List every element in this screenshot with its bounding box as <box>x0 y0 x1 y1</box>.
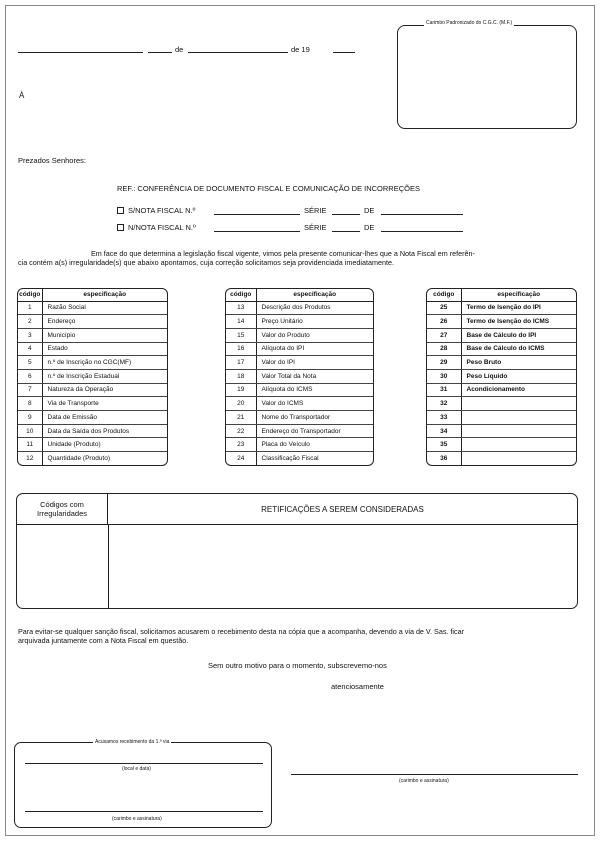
code-cell: 34 <box>427 424 461 438</box>
intro-line-1: Em face do que determina a legislação fiscal vigente, vimos pela presente comunicar-lhes que a Nota Fiscal em referên- <box>91 249 475 258</box>
spec-cell: Valor do ICMS <box>256 397 373 411</box>
table-row <box>226 383 373 397</box>
closing-line-4: atenciosamente <box>331 682 384 691</box>
table-row <box>226 315 373 329</box>
table-row <box>427 328 576 342</box>
own-invoice-serie-label: SÉRIE <box>304 206 327 215</box>
table-row <box>427 438 576 452</box>
spec-cell: Peso Líquido <box>461 369 576 383</box>
date-de-2: de 19 <box>291 45 310 54</box>
spec-header: especificação <box>256 289 373 301</box>
rectifications-area[interactable] <box>111 527 575 607</box>
spec-cell: Endereço <box>42 315 167 329</box>
sender-signature-line[interactable] <box>291 774 578 775</box>
code-cell: 21 <box>226 411 256 425</box>
reference-title: REF.: CONFERÊNCIA DE DOCUMENTO FISCAL E COMUNICAÇÃO DE INCORREÇÕES <box>117 184 420 193</box>
table-row <box>226 301 373 315</box>
table-row <box>226 397 373 411</box>
code-cell: 10 <box>18 424 42 438</box>
table-row <box>427 315 576 329</box>
spec-cell: n.º de Inscrição no CGC(MF) <box>42 356 167 370</box>
code-cell: 13 <box>226 301 256 315</box>
table-row <box>427 342 576 356</box>
code-cell: 19 <box>226 383 256 397</box>
table-row <box>226 342 373 356</box>
table-row <box>226 438 373 452</box>
table-row <box>427 356 576 370</box>
code-header: código <box>226 289 256 301</box>
spec-header: especificação <box>42 289 167 301</box>
spec-cell: Alíquota do ICMS <box>256 383 373 397</box>
spec-cell: Razão Social <box>42 301 167 315</box>
rectifications-box <box>16 493 578 609</box>
code-cell: 3 <box>18 328 42 342</box>
spec-cell: Placa do Veículo <box>256 438 373 452</box>
spec-cell: Valor Total da Nota <box>256 369 373 383</box>
spec-header: especificação <box>461 289 576 301</box>
spec-cell <box>461 424 576 438</box>
spec-cell <box>461 411 576 425</box>
receipt-signature-line[interactable] <box>25 811 263 812</box>
your-invoice-serie-label: SÉRIE <box>304 223 327 232</box>
spec-cell: Via de Transporte <box>42 397 167 411</box>
table-row <box>427 301 576 315</box>
rectifications-divider <box>108 525 109 608</box>
code-cell: 26 <box>427 315 461 329</box>
table-row <box>18 411 167 425</box>
code-cell: 15 <box>226 328 256 342</box>
date-de-1: de <box>175 45 184 54</box>
code-cell: 35 <box>427 438 461 452</box>
spec-cell: Nome do Transportador <box>256 411 373 425</box>
rectifications-title: RETIFICAÇÕES A SEREM CONSIDERADAS <box>108 494 577 525</box>
code-cell: 27 <box>427 328 461 342</box>
code-cell: 8 <box>18 397 42 411</box>
code-cell: 20 <box>226 397 256 411</box>
code-header: código <box>18 289 42 301</box>
codes-header-line-1: Códigos com <box>40 500 84 509</box>
day-line[interactable] <box>148 52 172 53</box>
your-invoice-number-line[interactable] <box>214 231 300 232</box>
receipt-place-date-line[interactable] <box>25 763 263 764</box>
own-invoice-checkbox[interactable] <box>117 207 124 214</box>
code-cell: 23 <box>226 438 256 452</box>
spec-cell: Valor do Produto <box>256 328 373 342</box>
spec-cell: Alíquota do IPI <box>256 342 373 356</box>
closing-line-2: arquivada juntamente com a Nota Fiscal em questão. <box>18 636 189 645</box>
code-cell: 31 <box>427 383 461 397</box>
code-cell: 18 <box>226 369 256 383</box>
table-row <box>18 369 167 383</box>
spec-cell: Município <box>42 328 167 342</box>
spec-cell: Valor do IPI <box>256 356 373 370</box>
spec-cell <box>461 438 576 452</box>
code-cell: 24 <box>226 452 256 466</box>
your-invoice-serie-line[interactable] <box>332 231 360 232</box>
code-cell: 29 <box>427 356 461 370</box>
code-cell: 17 <box>226 356 256 370</box>
code-cell: 25 <box>427 301 461 315</box>
table-row <box>226 411 373 425</box>
own-invoice-number-line[interactable] <box>214 214 300 215</box>
table-row <box>18 397 167 411</box>
code-cell: 28 <box>427 342 461 356</box>
spec-cell: Data de Emissão <box>42 411 167 425</box>
table-row <box>226 452 373 466</box>
codes-header-line-2: Irregularidades <box>36 509 88 518</box>
table-row <box>226 356 373 370</box>
spec-cell: n.º de Inscrição Estadual <box>42 369 167 383</box>
own-invoice-serie-line[interactable] <box>332 214 360 215</box>
code-cell: 33 <box>427 411 461 425</box>
table-row <box>18 424 167 438</box>
code-cell: 12 <box>18 452 42 466</box>
table-row <box>18 438 167 452</box>
code-cell: 11 <box>18 438 42 452</box>
greeting: Prezados Senhores: <box>18 156 86 165</box>
table-row <box>427 411 576 425</box>
table-row <box>427 452 576 466</box>
spec-cell: Endereço do Transportador <box>256 424 373 438</box>
table-row <box>18 342 167 356</box>
receipt-stamp-signature: (carimbo e assinatura) <box>112 816 162 822</box>
recipient-prefix: À <box>19 91 25 100</box>
spec-cell: Data da Saída dos Produtos <box>42 424 167 438</box>
code-cell: 36 <box>427 452 461 466</box>
table-row <box>18 328 167 342</box>
code-cell: 1 <box>18 301 42 315</box>
year-line[interactable] <box>333 52 355 53</box>
spec-cell: Unidade (Produto) <box>42 438 167 452</box>
code-cell: 32 <box>427 397 461 411</box>
codes-header <box>17 494 108 525</box>
code-cell: 9 <box>18 411 42 425</box>
own-invoice-date-line[interactable] <box>381 214 463 215</box>
receipt-title: Acusamos recebimento da 1.ª via <box>95 739 170 745</box>
code-cell: 7 <box>18 383 42 397</box>
spec-cell: Preço Unitário <box>256 315 373 329</box>
code-cell: 6 <box>18 369 42 383</box>
city-line[interactable] <box>18 52 143 53</box>
table-row <box>18 315 167 329</box>
table-row <box>427 383 576 397</box>
your-invoice-date-line[interactable] <box>381 231 463 232</box>
spec-cell: Peso Bruto <box>461 356 576 370</box>
code-table-1 <box>17 288 168 466</box>
own-invoice-de-label: DE <box>364 206 375 215</box>
cgc-stamp-box <box>397 25 577 129</box>
code-cell: 4 <box>18 342 42 356</box>
spec-cell: Termo de Isenção do ICMS <box>461 315 576 329</box>
table-row <box>18 356 167 370</box>
table-row <box>18 383 167 397</box>
month-line[interactable] <box>188 52 288 53</box>
your-invoice-de-label: DE <box>364 223 375 232</box>
receipt-box <box>14 739 272 828</box>
your-invoice-label: N/NOTA FISCAL N.º <box>128 223 196 232</box>
stamp-label: Carimbo Padronizado do C.G.C. (M.F.) <box>426 20 513 26</box>
code-cell: 2 <box>18 315 42 329</box>
code-cell: 5 <box>18 356 42 370</box>
receipt-place-date: (local e data) <box>122 766 151 772</box>
intro-line-2: cia contém a(s) irregularidade(s) que abaixo apontamos, cuja correção solicitamos seja providenciada imediatamente. <box>18 258 394 267</box>
spec-cell <box>461 452 576 466</box>
code-header: código <box>427 289 461 301</box>
spec-cell: Base de Cálculo do ICMS <box>461 342 576 356</box>
table-row <box>226 369 373 383</box>
irregular-codes-area[interactable] <box>19 527 106 607</box>
spec-cell: Estado <box>42 342 167 356</box>
spec-cell <box>461 397 576 411</box>
own-invoice-label: S/NOTA FISCAL N.º <box>128 206 196 215</box>
spec-cell: Quantidade (Produto) <box>47 455 111 463</box>
closing-line-3: Sem outro motivo para o momento, subscrevemo-nos <box>208 661 387 670</box>
table-row <box>427 369 576 383</box>
code-table-2 <box>225 288 374 466</box>
spec-cell: Termo de Isenção do IPI <box>461 301 576 315</box>
spec-cell: Classificação Fiscal <box>261 455 319 463</box>
spec-cell: Natureza da Operação <box>42 383 167 397</box>
code-cell: 14 <box>226 315 256 329</box>
table-row <box>18 301 167 315</box>
sender-signature-label: (carimbo e assinatura) <box>399 778 449 784</box>
table-row <box>226 424 373 438</box>
table-row <box>226 328 373 342</box>
table-row <box>427 424 576 438</box>
table-row <box>18 452 167 466</box>
spec-cell: Descrição dos Produtos <box>256 301 373 315</box>
spec-cell: Base de Cálculo do IPI <box>461 328 576 342</box>
code-table-3 <box>426 288 577 466</box>
spec-cell: Acondicionamento <box>461 383 576 397</box>
code-cell: 16 <box>226 342 256 356</box>
code-cell: 30 <box>427 369 461 383</box>
table-row <box>427 397 576 411</box>
code-cell: 22 <box>226 424 256 438</box>
your-invoice-checkbox[interactable] <box>117 224 124 231</box>
closing-line-1: Para evitar-se qualquer sanção fiscal, solicitamos acusarem o recebimento desta na cópia que a acompanha, devendo a via de V. Sas. ficar <box>18 627 465 636</box>
